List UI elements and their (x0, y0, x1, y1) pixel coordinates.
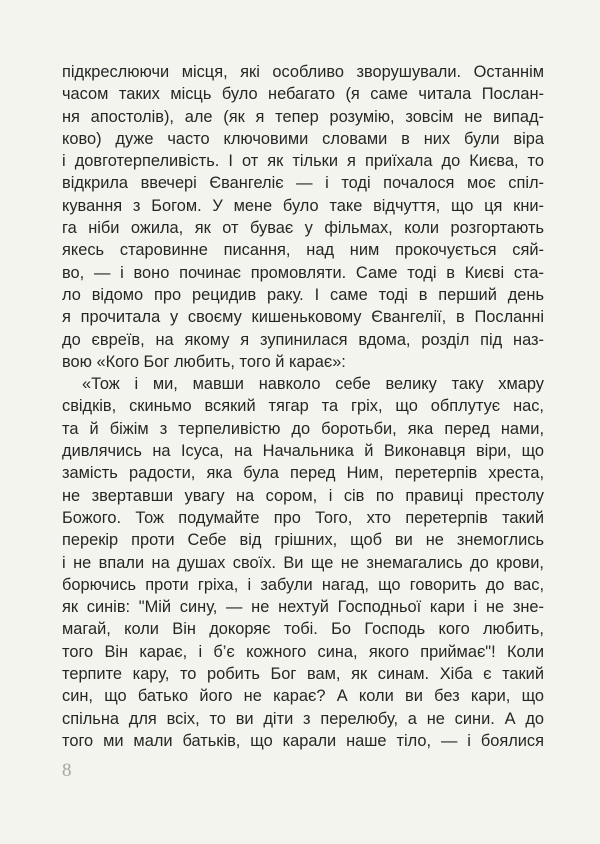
text-line: того Він карає, і б’є кожного сина, якого приймає"! Коли (62, 642, 544, 661)
text-line: ня апостолів), але (як я тепер розумію, зовсім не випад- (62, 107, 544, 126)
text-line: свідків, скиньмо всякий тягар та гріх, що обплутує нас, (62, 397, 544, 416)
page-body (62, 0, 544, 752)
text-line: відкрила ввечері Євангеліє — і тоді почалося моє спіл- (62, 174, 544, 193)
text-line: га ніби ожила, як от буває у фільмах, коли розгортають (62, 219, 544, 238)
text-line: борючись проти гріха, і забули нагад, що говорить до вас, (62, 575, 544, 594)
text-line: перекір проти Себе від грішних, щоб ви не знемоглись (62, 531, 544, 550)
text-line: та й біжім з терпеливістю до боротьби, яка перед нами, (62, 419, 544, 438)
text-line: терпите кару, то робить Бог вам, як синам. Хіба є такий (62, 665, 544, 684)
text-line: ло відомо про рецидив раку. І саме тоді в перший день (62, 285, 544, 304)
page-number: 8 (62, 760, 72, 782)
text-line: во, — і воно починає промовляти. Саме тоді в Києві ста- (62, 263, 544, 282)
text-line: того ми мали батьків, що карали наше тіло, — і боялися (62, 731, 544, 750)
text-line: і не впали на душах своїх. Ви ще не знемагались до крови, (62, 553, 544, 572)
text-line: я прочитала у своєму кишеньковому Євангелії, в Посланні (62, 308, 544, 327)
text-line: ково) дуже часто ключовими словами в них були віра (62, 129, 544, 148)
text-line: і довготерпеливість. І от як тільки я приїхала до Києва, то (62, 152, 544, 171)
text-line: замість радости, яка була перед Ним, перетерпів хреста, (62, 464, 544, 483)
text-line: магай, коли Він докоряє тобі. Бо Господь кого любить, (62, 620, 544, 639)
text-line: син, що батько його не карає? А коли ви без кари, що (62, 687, 544, 706)
text-line: дивлячись на Ісуса, на Начальника й Виконавця віри, що (62, 442, 544, 461)
text-line: як синів: "Мій сину, — не нехтуй Господньої кари і не зне- (62, 598, 544, 617)
text-line: кування з Богом. У мене було таке відчуття, що ця кни- (62, 196, 544, 215)
paragraph-1 (62, 61, 544, 373)
text-line: підкреслюючи місця, які особливо зворушували. Останнім (62, 63, 544, 81)
text-line: спільна для всіх, то ви діти з перелюбу, а не сини. А до (62, 709, 544, 728)
text-line: «Тож і ми, мавши навколо себе велику таку хмару (82, 375, 544, 394)
text-line: Божого. Тож подумайте про Того, хто перетерпів такий (62, 508, 544, 527)
text-line: до євреїв, на якому я зупинилася вдома, розділ під наз- (62, 330, 544, 349)
paragraph-2-quote (62, 373, 544, 752)
text-line: не звертавши увагу на сором, і сів по правиці престолу (62, 486, 544, 505)
text-line: якесь старовинне писання, над ним прокочується сяй- (62, 241, 544, 260)
text-line: часом таких місць було небагато (я саме читала Послан- (62, 85, 544, 104)
text-line: вою «Кого Бог любить, того й карає»: (62, 352, 346, 371)
